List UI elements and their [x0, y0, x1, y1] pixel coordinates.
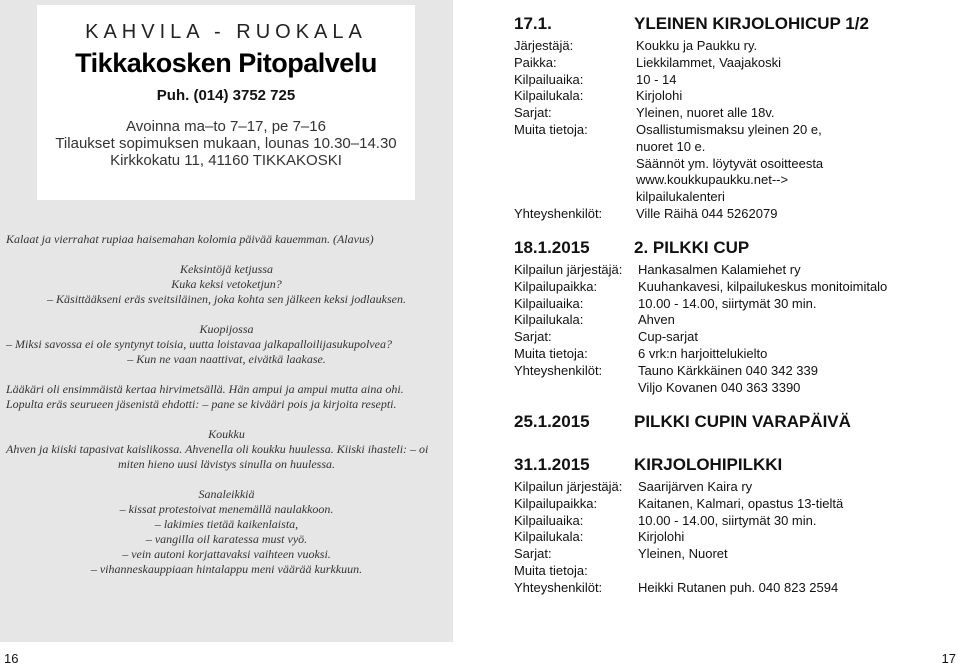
- detail-label: Kilpailupaikka:: [514, 278, 598, 294]
- detail-label: [514, 380, 638, 397]
- ad-phone: Puh. (014) 3752 725: [156, 87, 296, 104]
- detail-label: Sarjat:: [514, 546, 552, 562]
- ad-address: Kirkkokatu 11, 41160 TIKKAKOSKI: [110, 152, 342, 169]
- event-date: 31.1.2015: [514, 455, 590, 474]
- detail-label: Kilpailukala:: [514, 88, 584, 104]
- detail-label: Yhteyshenkilöt:: [514, 362, 603, 378]
- detail-value: Hankasalmen Kalamiehet ry: [638, 262, 801, 277]
- event-detail-row: [514, 329, 944, 346]
- event-detail-row: [514, 529, 944, 546]
- detail-label: Yhteyshenkilöt:: [514, 579, 603, 595]
- joke-line: – vihanneskauppiaan hintalappu meni väärää kurkkuun.: [90, 562, 363, 576]
- joke-line: – Miksi savossa ei ole syntynyt toisia, uutta loistavaa jalkapalloilijasukupolvea?: [6, 337, 392, 351]
- detail-value: Säännöt ym. löytyvät osoitteesta: [636, 155, 824, 171]
- ad-hours: Avoinna ma–to 7–17, pe 7–16: [126, 118, 326, 135]
- jokes-section: [0, 232, 453, 592]
- event-detail-row: [514, 546, 944, 563]
- event-header: [514, 238, 944, 258]
- joke-line: – kissat protestoivat menemällä naulakkoon.: [119, 502, 334, 516]
- event-detail-row: [514, 563, 944, 580]
- detail-label: Kilpailuaika:: [514, 71, 584, 87]
- joke-line: – vein autoni korjattavaksi vaihteen vuoksi.: [122, 547, 331, 561]
- joke-line: miten hieno uusi lävistys sinulla on huulessa.: [118, 457, 335, 471]
- detail-label: Kilpailukala:: [514, 312, 584, 328]
- event-detail-row: [514, 513, 944, 530]
- detail-label: Muita tietoja:: [514, 121, 588, 137]
- joke-line: Koukku: [208, 427, 245, 441]
- detail-value: Kuuhankavesi, kilpailukeskus monitoimitalo: [638, 278, 888, 294]
- detail-label: Muita tietoja:: [514, 345, 588, 361]
- detail-label: Kilpailukala:: [514, 529, 584, 545]
- ad-kicker: KAHVILA - RUOKALA: [85, 21, 367, 43]
- detail-value: 10.00 - 14.00, siirtymät 30 min.: [638, 512, 817, 528]
- detail-value: Heikki Rutanen puh. 040 823 2594: [638, 579, 839, 595]
- detail-label: Kilpailun järjestäjä:: [514, 479, 623, 494]
- joke-line: Kuka keksi vetoketjun?: [171, 277, 282, 291]
- event-detail-row: [514, 380, 944, 397]
- detail-label: Sarjat:: [514, 105, 552, 121]
- joke-line: Ahven ja kiiski tapasivat kaislikossa. Ahvenella oli koukku huulessa. Kiiski ihasteli: – oi: [6, 442, 429, 456]
- event-detail-row: [514, 55, 944, 72]
- event-date: 18.1.2015: [514, 238, 590, 257]
- left-page-panel: [0, 0, 453, 642]
- event-detail-row: [514, 189, 944, 206]
- joke-line: – lakimies tietää kaikenlaista,: [154, 517, 299, 531]
- joke-line: Kuopijossa: [199, 322, 254, 336]
- detail-label: Kilpailuaika:: [514, 512, 584, 528]
- page-number-left: 16: [4, 651, 19, 666]
- joke-block: [0, 382, 453, 412]
- joke-line: – Käsittääkseni eräs sveitsiläinen, joka kohta sen jälkeen keksi jodlauksen.: [47, 292, 406, 306]
- detail-label: Järjestäjä:: [514, 38, 574, 53]
- event-title: PILKKI CUPIN VARAPÄIVÄ: [634, 412, 851, 431]
- detail-value: Liekkilammet, Vaajakoski: [636, 54, 781, 70]
- detail-value: www.koukkupaukku.net-->: [636, 172, 789, 188]
- event-header: [514, 455, 944, 475]
- event-detail-row: [514, 346, 944, 363]
- detail-label: [514, 189, 636, 206]
- event: [514, 412, 944, 432]
- event-date: 25.1.2015: [514, 412, 590, 431]
- detail-value: 10.00 - 14.00, siirtymät 30 min.: [638, 295, 817, 311]
- event-detail-row: [514, 172, 944, 189]
- joke-block: [0, 232, 453, 247]
- event-title: KIRJOLOHIPILKKI: [634, 455, 783, 474]
- detail-value: kilpailukalenteri: [636, 189, 725, 205]
- event-detail-row: [514, 312, 944, 329]
- detail-value: Ahven: [638, 312, 675, 328]
- detail-value: Osallistumismaksu yleinen 20 e,: [636, 121, 822, 137]
- joke-line: Lääkäri oli ensimmäistä kertaa hirvimetsällä. Hän ampui ja ampui mutta aina ohi.: [6, 382, 404, 396]
- detail-value: nuoret 10 e.: [636, 138, 706, 154]
- joke-block: [0, 262, 453, 307]
- joke-line: – vangilla oil karatessa must vyö.: [145, 532, 308, 546]
- detail-label: Kilpailuaika:: [514, 295, 584, 311]
- joke-line: Keksintöjä ketjussa: [180, 262, 273, 276]
- detail-label: [514, 139, 636, 156]
- event-detail-row: [514, 279, 944, 296]
- joke-block: [0, 427, 453, 472]
- detail-value: Tauno Kärkkäinen 040 342 339: [638, 362, 818, 378]
- detail-label: Paikka:: [514, 54, 557, 70]
- event-detail-row: [514, 38, 944, 55]
- detail-value: Cup-sarjat: [638, 329, 698, 345]
- detail-label: [514, 172, 636, 189]
- detail-value: Kirjolohi: [636, 88, 683, 104]
- page-number-right: 17: [941, 651, 956, 666]
- event-detail-row: [514, 363, 944, 380]
- event-detail-row: [514, 156, 944, 173]
- ad-company-name: Tikkakosken Pitopalvelu: [75, 48, 377, 78]
- detail-value: Kirjolohi: [638, 529, 685, 545]
- event-title: 2. PILKKI CUP: [634, 238, 750, 257]
- detail-value: Viljo Kovanen 040 363 3390: [638, 379, 801, 395]
- event-detail-row: [514, 122, 944, 139]
- detail-value: Saarijärven Kaira ry: [638, 479, 753, 494]
- detail-value: [638, 563, 944, 580]
- detail-value: 6 vrk:n harjoittelukielto: [638, 345, 768, 361]
- detail-value: Koukku ja Paukku ry.: [636, 38, 758, 53]
- detail-label: [514, 156, 636, 173]
- event-header: [514, 14, 944, 34]
- joke-line: Kalaat ja vierrahat rupiaa haisemahan kolomia päivää kauemman. (Alavus): [6, 232, 374, 246]
- joke-line: – Kun ne vaan naattivat, eivätkä laakase.: [127, 352, 326, 366]
- detail-label: Yhteyshenkilöt:: [514, 205, 603, 221]
- detail-label: Sarjat:: [514, 329, 552, 345]
- joke-line: Lopulta eräs seurueen jäsenistä ehdotti: – pane se kivääri pois ja kirjoita resepti.: [6, 397, 397, 411]
- detail-value: Ville Räihä 044 5262079: [636, 205, 778, 221]
- joke-block: [0, 487, 453, 577]
- detail-label: Muita tietoja:: [514, 562, 588, 578]
- detail-value: Kaitanen, Kalmari, opastus 13-tieltä: [638, 495, 844, 511]
- event-detail-row: [514, 496, 944, 513]
- event-title: YLEINEN KIRJOLOHICUP 1/2: [634, 14, 869, 33]
- event: [514, 238, 944, 396]
- detail-label: Kilpailupaikka:: [514, 495, 598, 511]
- detail-label: Kilpailun järjestäjä:: [514, 262, 623, 277]
- joke-line: Sanaleikkiä: [198, 487, 255, 501]
- event-date: 17.1.: [514, 14, 552, 33]
- event-detail-row: [514, 105, 944, 122]
- event-detail-row: [514, 479, 944, 496]
- event-detail-row: [514, 206, 944, 223]
- advertisement: [37, 5, 415, 200]
- event-detail-row: [514, 72, 944, 89]
- event-detail-row: [514, 88, 944, 105]
- event-detail-row: [514, 262, 944, 279]
- joke-block: [0, 322, 453, 367]
- event: [514, 14, 944, 223]
- detail-value: Yleinen, nuoret alle 18v.: [636, 105, 775, 121]
- event-detail-row: [514, 296, 944, 313]
- event: [514, 455, 944, 597]
- event-detail-row: [514, 580, 944, 597]
- ad-orders: Tilaukset sopimuksen mukaan, lounas 10.30–14.30: [55, 135, 397, 152]
- event-detail-row: [514, 139, 944, 156]
- detail-value: Yleinen, Nuoret: [638, 546, 728, 562]
- event-header: [514, 412, 944, 432]
- detail-value: 10 - 14: [636, 71, 677, 87]
